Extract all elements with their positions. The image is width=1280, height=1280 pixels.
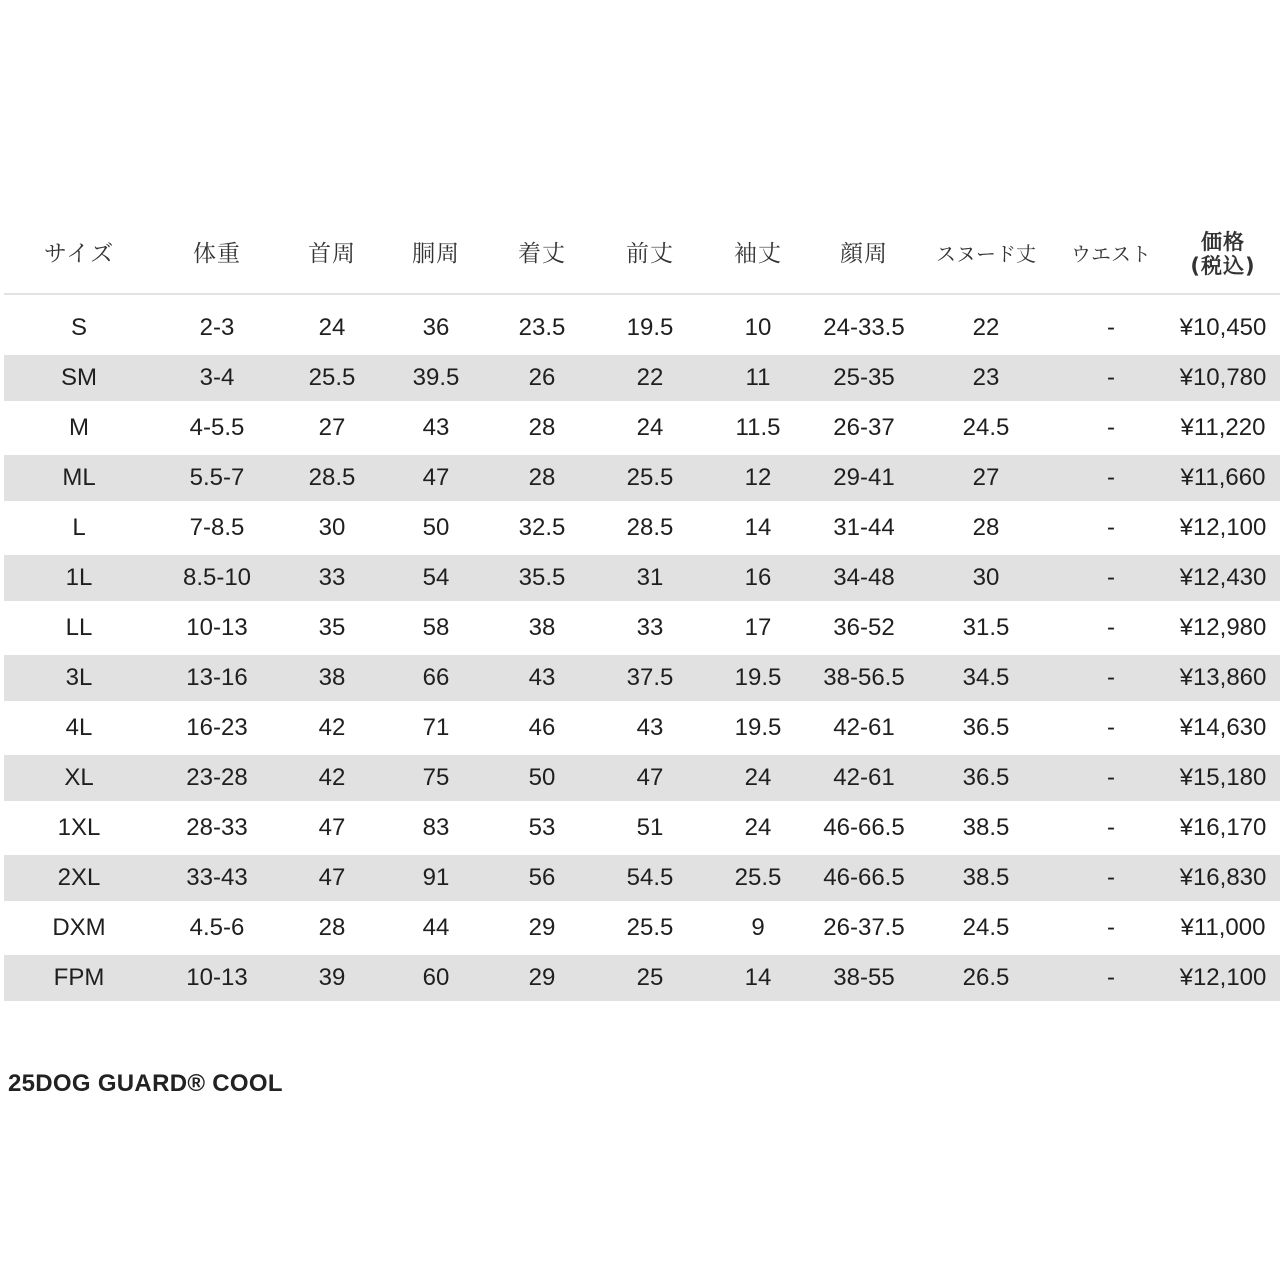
table-row xyxy=(4,805,1280,851)
cell-chest: 50 xyxy=(422,514,450,541)
cell-length: 43 xyxy=(528,664,556,691)
cell-snood: 38.5 xyxy=(962,814,1010,841)
cell-weight: 13-16 xyxy=(186,664,248,691)
cell-neck: 28 xyxy=(318,914,346,941)
cell-sleeve: 24 xyxy=(744,764,772,791)
cell-face: 46-66.5 xyxy=(823,814,905,841)
header-weight: 体重 xyxy=(193,241,241,267)
cell-weight: 5.5-7 xyxy=(189,464,245,491)
cell-chest: 58 xyxy=(422,614,450,641)
cell-size: L xyxy=(72,514,86,541)
cell-size: FPM xyxy=(53,964,105,991)
cell-weight: 10-13 xyxy=(186,614,248,641)
cell-length: 26 xyxy=(528,364,556,391)
cell-chest: 60 xyxy=(422,964,450,991)
table-row xyxy=(4,405,1280,451)
cell-sleeve: 14 xyxy=(744,964,772,991)
cell-neck: 30 xyxy=(318,514,346,541)
cell-neck: 42 xyxy=(318,764,346,791)
cell-size: 3L xyxy=(65,664,93,691)
cell-face: 42-61 xyxy=(833,714,895,741)
cell-sleeve: 12 xyxy=(744,464,772,491)
cell-snood: 27 xyxy=(972,464,1000,491)
cell-front-length: 31 xyxy=(636,564,664,591)
cell-chest: 47 xyxy=(422,464,450,491)
cell-size: XL xyxy=(64,764,94,791)
cell-size: 1L xyxy=(65,564,93,591)
cell-waist: - xyxy=(1107,914,1115,941)
cell-price: ¥11,220 xyxy=(1180,414,1266,441)
cell-waist: - xyxy=(1107,564,1115,591)
cell-weight: 10-13 xyxy=(186,964,248,991)
table-row xyxy=(4,705,1280,751)
cell-price: ¥10,780 xyxy=(1179,364,1267,391)
cell-waist: - xyxy=(1107,964,1115,991)
product-name: 25DOG GUARD® COOL xyxy=(8,1070,283,1097)
cell-length: 29 xyxy=(528,914,556,941)
table-row xyxy=(4,605,1280,651)
cell-waist: - xyxy=(1107,664,1115,691)
header-front-length: 前丈 xyxy=(626,241,674,267)
cell-length: 56 xyxy=(528,864,556,891)
cell-face: 26-37.5 xyxy=(823,914,905,941)
cell-size: DXM xyxy=(52,914,106,941)
cell-waist: - xyxy=(1107,414,1115,441)
cell-snood: 24.5 xyxy=(962,914,1010,941)
header-waist: ウエスト xyxy=(1071,242,1151,266)
header-chest: 胴周 xyxy=(412,241,460,267)
cell-neck: 47 xyxy=(318,864,346,891)
cell-face: 34-48 xyxy=(833,564,895,591)
cell-chest: 83 xyxy=(422,814,450,841)
cell-chest: 75 xyxy=(422,764,450,791)
cell-sleeve: 24 xyxy=(744,814,772,841)
cell-snood: 26.5 xyxy=(962,964,1010,991)
table-row xyxy=(4,955,1280,1001)
cell-sleeve: 19.5 xyxy=(734,714,782,741)
cell-sleeve: 11 xyxy=(745,364,771,391)
cell-face: 24-33.5 xyxy=(823,314,905,341)
table-row xyxy=(4,655,1280,701)
cell-weight: 3-4 xyxy=(199,364,235,391)
cell-face: 26-37 xyxy=(833,414,895,441)
cell-size: 4L xyxy=(65,714,93,741)
cell-snood: 36.5 xyxy=(962,764,1010,791)
cell-weight: 16-23 xyxy=(186,714,248,741)
cell-neck: 24 xyxy=(318,314,346,341)
cell-snood: 30 xyxy=(972,564,1000,591)
cell-neck: 39 xyxy=(318,964,346,991)
header-neck: 首周 xyxy=(308,241,356,267)
cell-front-length: 19.5 xyxy=(626,314,674,341)
cell-sleeve: 10 xyxy=(744,314,772,341)
cell-front-length: 33 xyxy=(636,614,664,641)
cell-sleeve: 19.5 xyxy=(734,664,782,691)
table-row xyxy=(4,355,1280,401)
table-row xyxy=(4,905,1280,951)
cell-length: 32.5 xyxy=(518,514,566,541)
cell-price: ¥12,100 xyxy=(1179,514,1267,541)
cell-front-length: 37.5 xyxy=(626,664,674,691)
cell-weight: 8.5-10 xyxy=(182,564,252,591)
cell-size: SM xyxy=(61,364,97,391)
cell-chest: 71 xyxy=(422,714,450,741)
cell-size: 1XL xyxy=(57,814,101,841)
table-row xyxy=(4,505,1280,551)
cell-weight: 7-8.5 xyxy=(189,514,245,541)
cell-chest: 91 xyxy=(422,864,450,891)
cell-length: 23.5 xyxy=(518,314,566,341)
cell-sleeve: 9 xyxy=(751,914,765,941)
cell-front-length: 25.5 xyxy=(626,464,674,491)
cell-waist: - xyxy=(1107,614,1115,641)
cell-chest: 39.5 xyxy=(412,364,460,391)
cell-neck: 42 xyxy=(318,714,346,741)
table-header xyxy=(4,215,1280,295)
table-row xyxy=(4,455,1280,501)
header-snood: スヌード丈 xyxy=(936,242,1036,266)
cell-price: ¥10,450 xyxy=(1179,314,1267,341)
cell-neck: 35 xyxy=(318,614,346,641)
cell-sleeve: 14 xyxy=(744,514,772,541)
cell-chest: 66 xyxy=(422,664,450,691)
cell-length: 53 xyxy=(528,814,556,841)
cell-front-length: 47 xyxy=(636,764,664,791)
cell-face: 25-35 xyxy=(833,364,895,391)
header-face: 顔周 xyxy=(840,241,888,267)
cell-weight: 28-33 xyxy=(186,814,248,841)
cell-length: 38 xyxy=(528,614,556,641)
cell-price: ¥12,100 xyxy=(1179,964,1267,991)
cell-price: ¥12,980 xyxy=(1179,614,1267,641)
table-row xyxy=(4,755,1280,801)
cell-price: ¥11,000 xyxy=(1180,914,1266,941)
cell-snood: 36.5 xyxy=(962,714,1010,741)
cell-length: 29 xyxy=(528,964,556,991)
cell-neck: 47 xyxy=(318,814,346,841)
cell-chest: 54 xyxy=(422,564,450,591)
cell-face: 38-56.5 xyxy=(823,664,905,691)
cell-snood: 31.5 xyxy=(962,614,1010,641)
cell-waist: - xyxy=(1107,814,1115,841)
cell-front-length: 43 xyxy=(636,714,664,741)
header-length: 着丈 xyxy=(518,241,566,267)
cell-neck: 27 xyxy=(318,414,346,441)
cell-price: ¥16,170 xyxy=(1179,814,1267,841)
cell-waist: - xyxy=(1107,864,1115,891)
cell-length: 28 xyxy=(528,464,556,491)
cell-neck: 25.5 xyxy=(308,364,356,391)
cell-price: ¥15,180 xyxy=(1179,764,1267,791)
cell-neck: 33 xyxy=(318,564,346,591)
cell-price: ¥13,860 xyxy=(1179,664,1267,691)
size-chart-table xyxy=(4,215,1280,1005)
cell-sleeve: 25.5 xyxy=(734,864,782,891)
cell-size: M xyxy=(69,414,89,441)
cell-front-length: 22 xyxy=(636,364,664,391)
table-body xyxy=(4,295,1280,1001)
cell-length: 28 xyxy=(528,414,556,441)
cell-length: 46 xyxy=(528,714,556,741)
cell-front-length: 51 xyxy=(636,814,664,841)
cell-waist: - xyxy=(1107,514,1115,541)
cell-face: 46-66.5 xyxy=(823,864,905,891)
cell-neck: 38 xyxy=(318,664,346,691)
cell-front-length: 25.5 xyxy=(626,914,674,941)
cell-waist: - xyxy=(1107,464,1115,491)
table-row xyxy=(4,305,1280,351)
table-row xyxy=(4,555,1280,601)
cell-sleeve: 17 xyxy=(744,614,772,641)
cell-front-length: 28.5 xyxy=(626,514,674,541)
cell-sleeve: 16 xyxy=(744,564,772,591)
header-sleeve: 袖丈 xyxy=(734,241,782,267)
cell-waist: - xyxy=(1107,764,1115,791)
cell-snood: 24.5 xyxy=(962,414,1010,441)
cell-weight: 33-43 xyxy=(186,864,248,891)
cell-length: 50 xyxy=(528,764,556,791)
cell-face: 31-44 xyxy=(833,514,895,541)
cell-weight: 2-3 xyxy=(199,314,235,341)
cell-snood: 22 xyxy=(972,314,1000,341)
cell-chest: 43 xyxy=(422,414,450,441)
cell-weight: 4.5-6 xyxy=(189,914,245,941)
cell-price: ¥11,660 xyxy=(1180,464,1266,491)
cell-snood: 23 xyxy=(972,364,1000,391)
cell-snood: 28 xyxy=(972,514,1000,541)
cell-size: 2XL xyxy=(57,864,101,891)
cell-size: S xyxy=(70,314,87,341)
header-size: サイズ xyxy=(43,241,115,267)
table-row xyxy=(4,855,1280,901)
cell-weight: 4-5.5 xyxy=(189,414,245,441)
cell-front-length: 54.5 xyxy=(626,864,674,891)
cell-face: 42-61 xyxy=(833,764,895,791)
cell-waist: - xyxy=(1107,714,1115,741)
cell-size: ML xyxy=(62,464,96,491)
cell-face: 38-55 xyxy=(833,964,895,991)
cell-chest: 44 xyxy=(422,914,450,941)
cell-snood: 34.5 xyxy=(962,664,1010,691)
cell-face: 29-41 xyxy=(833,464,895,491)
header-price: 価格 (税込) xyxy=(1190,230,1256,278)
cell-waist: - xyxy=(1107,314,1115,341)
cell-price: ¥14,630 xyxy=(1179,714,1267,741)
cell-length: 35.5 xyxy=(518,564,566,591)
cell-price: ¥12,430 xyxy=(1179,564,1267,591)
cell-snood: 38.5 xyxy=(962,864,1010,891)
cell-sleeve: 11.5 xyxy=(735,414,781,441)
cell-weight: 23-28 xyxy=(186,764,248,791)
cell-price: ¥16,830 xyxy=(1179,864,1267,891)
cell-chest: 36 xyxy=(422,314,450,341)
cell-neck: 28.5 xyxy=(308,464,356,491)
cell-front-length: 24 xyxy=(636,414,664,441)
cell-size: LL xyxy=(65,614,93,641)
cell-waist: - xyxy=(1107,364,1115,391)
cell-face: 36-52 xyxy=(833,614,895,641)
cell-front-length: 25 xyxy=(636,964,664,991)
